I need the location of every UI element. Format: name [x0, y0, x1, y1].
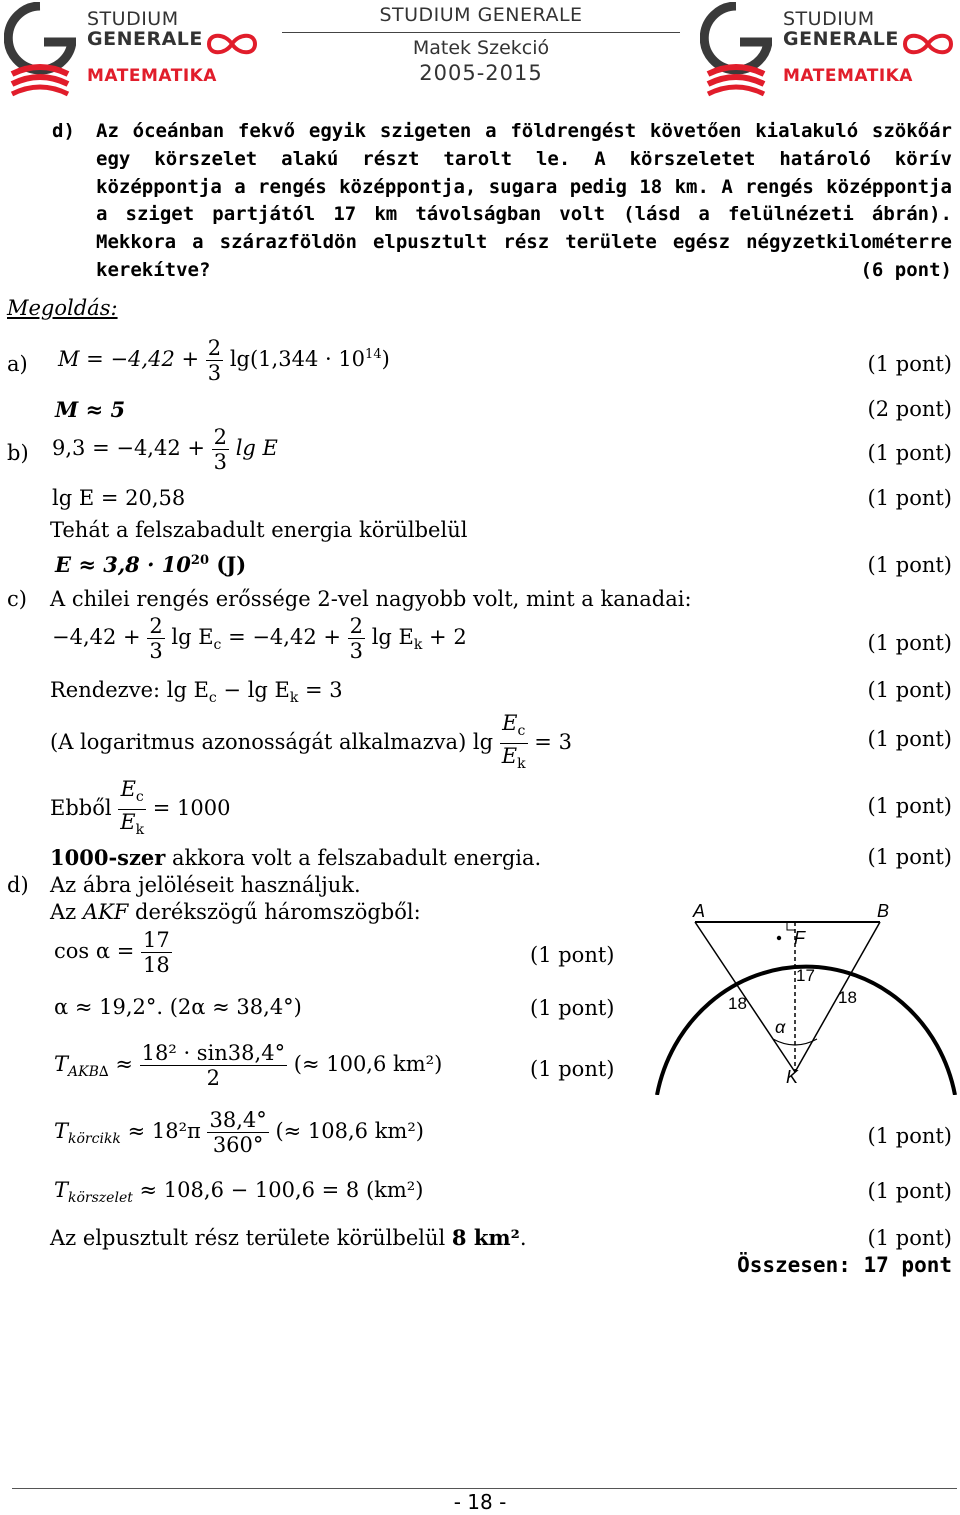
part-d-eq3-points: (1 pont) — [530, 1057, 615, 1081]
logo-g-icon — [700, 2, 772, 97]
footer-divider — [12, 1488, 957, 1489]
part-d-eq3: $T_{AKB\Delta}$ ≈ $\frac{\text{18² · sin38,4°}}{2}$ (≈ 100,6 km²) — [54, 1041, 443, 1090]
part-d-eq4: $T_{körcikk} \approx 18^2\pi$ $\frac{38,4^\circ}{360^\circ}$ (≈ 108,6 km²) — [54, 1108, 424, 1157]
part-b-label: b) — [7, 441, 29, 465]
infinity-icon — [899, 31, 957, 57]
logo-line3: MATEMATIKA — [87, 66, 217, 86]
part-c-eq3-points: (1 pont) — [867, 727, 952, 751]
part-c-eq1-points: (1 pont) — [867, 631, 952, 655]
part-a-eq1: M = −4,42 + $\frac{2}{3}$ $\lg(1,344 \cdot 10^{14})$ — [58, 336, 390, 385]
solution-label: Megoldás: — [7, 296, 118, 320]
label-height: 17 — [796, 966, 815, 985]
header-center — [282, 4, 680, 85]
part-a-eq1-points: (1 pont) — [867, 352, 952, 376]
part-c-eq4-points: (1 pont) — [867, 794, 952, 818]
part-d-eq2: α ≈ 19,2°. (2α ≈ 38,4°) — [54, 995, 302, 1019]
part-d-eq4-points: (1 pont) — [867, 1124, 952, 1148]
angle-dot — [777, 936, 781, 940]
header-title: STUDIUM GENERALE — [282, 4, 680, 33]
logo-g-icon — [4, 2, 76, 97]
part-c-label: c) — [7, 587, 27, 611]
problem-statement — [52, 118, 952, 285]
logo-line3: MATEMATIKA — [783, 66, 913, 86]
problem-points: (6 pont) — [860, 258, 952, 281]
part-a-eq2: M ≈ 5 — [55, 397, 126, 422]
label-k: K — [786, 1067, 799, 1087]
part-d-result-points: (1 pont) — [867, 1226, 952, 1250]
part-d-eq2-points: (1 pont) — [530, 996, 615, 1020]
part-c-eq2: Rendezve: $\lg E_c - \lg E_k = 3$ — [50, 678, 343, 707]
header-years: 2005-2015 — [419, 61, 543, 85]
label-b: B — [877, 901, 890, 921]
part-d-text1: Az ábra jelöléseit használjuk. — [50, 873, 361, 897]
part-d-eq1-points: (1 pont) — [530, 943, 615, 967]
logo-line2: GENERALE — [87, 28, 203, 50]
header-subtitle: Matek Szekció — [412, 37, 550, 59]
problem-label: d) — [52, 120, 75, 142]
label-alpha: α — [775, 1017, 786, 1037]
part-c-eq4: Ebből $\frac{E_c}{E_k}$ = 1000 — [50, 777, 231, 839]
page-number: - 18 - — [453, 1490, 507, 1514]
circle-segment-figure — [655, 895, 960, 1095]
part-c-eq2-points: (1 pont) — [867, 678, 952, 702]
part-b-text: Tehát a felszabadult energia körülbelül — [50, 518, 468, 542]
studium-generale-logo-right — [700, 2, 955, 97]
part-c-eq3: (A logaritmus azonosságát alkalmazva) lg $\frac{E_c}{E_k}$ = 3 — [50, 711, 572, 773]
logo-line2: GENERALE — [783, 28, 899, 50]
studium-generale-logo-left — [4, 2, 259, 97]
logo-line1: STUDIUM — [87, 8, 179, 30]
infinity-icon — [203, 31, 261, 57]
part-c-eq5-points: (1 pont) — [867, 845, 952, 869]
part-c-eq1: −4,42 + $\frac{2}{3}$ $\lg E_c = -4,42$ + $\frac{2}{3}$ $\lg E_k + 2$ — [52, 614, 467, 663]
problem-text: Az óceánban fekvő egyik szigeten a földrengést követően kialakuló szökőár egy körszelet alakú részt tarolt le. A körszeletet határoló körív középpontja a rengés középpontja, sugara pedig 18 km. A rengés középpontja a sziget partjától 17 km távolságban volt (lásd a felülnézeti ábrán). Mekkora a szárazföldön elpusztult rész területe egész négyzetkilométerre kerekítve? (6 pont) — [96, 118, 952, 285]
label-radius-left: 18 — [728, 994, 747, 1013]
part-d-label: d) — [7, 873, 29, 897]
part-b-eq2: lg E = 20,58 — [52, 486, 186, 510]
label-radius-right: 18 — [838, 988, 857, 1007]
part-d-eq5: $T_{körszelet} \approx 108,6 - 100,6 = 8$ (km²) — [54, 1178, 424, 1207]
part-d-text2: Az AKF derékszögű háromszögből: — [50, 900, 421, 924]
part-b-eq3-points: (1 pont) — [867, 553, 952, 577]
part-b-eq1: 9,3 = −4,42 + $\frac{2}{3}$ lg E — [52, 425, 278, 474]
logo-line1: STUDIUM — [783, 8, 875, 30]
part-b-eq3: $E \approx 3,8 \cdot 10^{20}$ (J) — [55, 552, 247, 577]
label-a: A — [693, 901, 706, 921]
arc — [657, 967, 955, 1095]
part-b-eq2-points: (1 pont) — [867, 486, 952, 510]
total-points: Összesen: 17 pont — [737, 1253, 952, 1277]
part-d-result: Az elpusztult rész területe körülbelül 8 km². — [50, 1225, 527, 1250]
part-b-eq1-points: (1 pont) — [867, 441, 952, 465]
part-a-eq2-points: (2 pont) — [867, 397, 952, 421]
part-d-eq1: cos α = $\frac{17}{18}$ — [54, 928, 170, 977]
part-c-text: A chilei rengés erőssége 2-vel nagyobb volt, mint a kanadai: — [50, 587, 692, 611]
part-c-eq5: 1000-szer akkora volt a felszabadult energia. — [50, 845, 542, 870]
part-a-label: a) — [7, 352, 28, 376]
part-d-eq5-points: (1 pont) — [867, 1179, 952, 1203]
label-f: F — [794, 928, 805, 948]
